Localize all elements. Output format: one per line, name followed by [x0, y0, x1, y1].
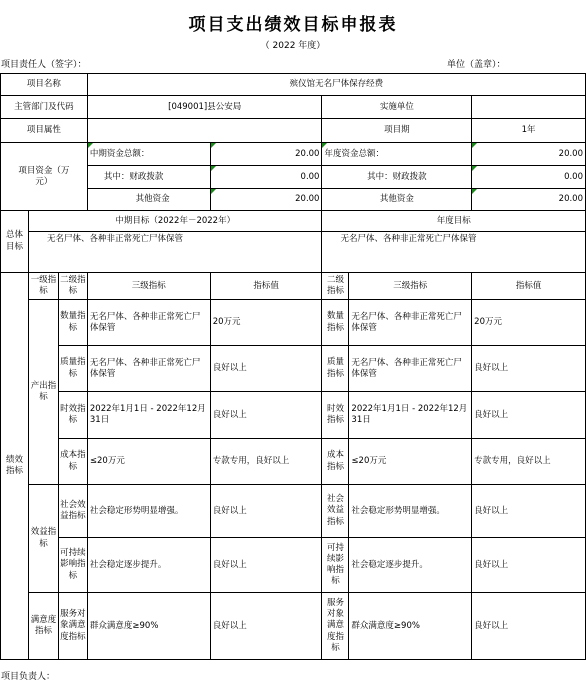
l3-social: 社会稳定形势明显增强。: [87, 485, 210, 538]
year-fin-value: 0.00: [472, 166, 586, 189]
year-goal-header: 年度目标: [322, 211, 586, 232]
l3-cost-year: ≤20万元: [349, 439, 472, 485]
l3-quantity-year: 无名尸体、各种非正常死亡尸体保管: [349, 300, 472, 346]
l3-satisfaction: 群众满意度≥90%: [87, 593, 210, 660]
responsible-label: 项目责任人（签字）：: [1, 60, 87, 70]
value-satisfaction-year: 良好以上: [472, 593, 586, 660]
l3-sustainable: 社会稳定逐步提升。: [87, 538, 210, 593]
mid-other-value: 20.00: [210, 189, 322, 211]
mid-fin-label: 其中：财政拨款: [87, 166, 210, 189]
goals-label: 总体目标: [1, 211, 29, 273]
l2-timeliness-year: 时效指标: [322, 392, 349, 439]
dept-value: [049001]县公安局: [87, 96, 322, 119]
attr-label: 项目属性: [1, 119, 88, 143]
l2-social: 社会效益指标: [58, 485, 87, 538]
value-cost-year: 专款专用，良好以上: [472, 439, 586, 485]
unit-label: 单位（盖章）：: [447, 60, 506, 70]
l3-quantity: 无名尸体、各种非正常死亡尸体保管: [87, 300, 210, 346]
l2-quality-year: 质量指标: [322, 346, 349, 392]
period-label: 项目期: [322, 119, 472, 143]
l3-quality: 无名尸体、各种非正常死亡尸体保管: [87, 346, 210, 392]
header-l1: 一级指标: [28, 273, 58, 300]
period-value: 1年: [472, 119, 586, 143]
value-social-year: 良好以上: [472, 485, 586, 538]
l2-satisfaction-year: 服务对象满意度指标: [322, 593, 349, 660]
mid-total-value: 20.00: [210, 143, 322, 166]
group-benefit: 效益指标: [28, 485, 58, 593]
value-quality-year: 良好以上: [472, 346, 586, 392]
l2-quality: 质量指标: [58, 346, 87, 392]
funds-label: 项目资金（万元）: [1, 143, 88, 211]
project-name-label: 项目名称: [1, 74, 88, 96]
page-title: 项目支出绩效目标申报表: [188, 15, 398, 35]
header-value: 指标值: [210, 273, 322, 300]
l2-satisfaction: 服务对象满意度指标: [58, 593, 87, 660]
l2-sustainable: 可持续影响指标: [58, 538, 87, 593]
mid-other-label: 其他资金: [87, 189, 210, 211]
l3-quality-year: 无名尸体、各种非正常死亡尸体保管: [349, 346, 472, 392]
report-table: [0, 73, 586, 660]
header-l2-year: 二级指标: [322, 273, 349, 300]
value-sustainable: 良好以上: [210, 538, 322, 593]
year-total-label: 年度资金总额：: [322, 143, 472, 166]
attr-value: [87, 119, 322, 143]
project-name-value: 殡仪馆无名尸体保存经费: [87, 74, 585, 96]
value-cost: 专款专用，良好以上: [210, 439, 322, 485]
indicators-label: 绩效指标: [1, 273, 29, 660]
l2-quantity: 数量指标: [58, 300, 87, 346]
l3-satisfaction-year: 群众满意度≥90%: [349, 593, 472, 660]
l2-quantity-year: 数量指标: [322, 300, 349, 346]
l3-sustainable-year: 社会稳定逐步提升。: [349, 538, 472, 593]
mid-fin-value: 0.00: [210, 166, 322, 189]
year-other-value: 20.00: [472, 189, 586, 211]
year-line: （ 2022 年度）: [260, 41, 326, 51]
l3-social-year: 社会稳定形势明显增强。: [349, 485, 472, 538]
header-l3-year: 三级指标: [349, 273, 472, 300]
l2-sustainable-year: 可持续影响指标: [322, 538, 349, 593]
year-fin-label: 其中：财政拨款: [322, 166, 472, 189]
dept-label: 主管部门及代码: [1, 96, 88, 119]
header-value-year: 指标值: [472, 273, 586, 300]
value-sustainable-year: 良好以上: [472, 538, 586, 593]
l2-cost-year: 成本指标: [322, 439, 349, 485]
year-other-label: 其他资金: [322, 189, 472, 211]
value-satisfaction: 良好以上: [210, 593, 322, 660]
l3-timeliness-year: 2022年1月1日 - 2022年12月31日: [349, 392, 472, 439]
header-l2: 二级指标: [58, 273, 87, 300]
l3-timeliness: 2022年1月1日 - 2022年12月31日: [87, 392, 210, 439]
header-l3: 三级指标: [87, 273, 210, 300]
value-timeliness: 良好以上: [210, 392, 322, 439]
value-quantity-year: 20万元: [472, 300, 586, 346]
impl-unit-label: 实施单位: [322, 96, 472, 119]
impl-unit-value: [472, 96, 586, 119]
value-social: 良好以上: [210, 485, 322, 538]
value-quality: 良好以上: [210, 346, 322, 392]
group-satisfaction: 满意度指标: [28, 593, 58, 660]
value-timeliness-year: 良好以上: [472, 392, 586, 439]
year-goal-text: 无名尸体、各种非正常死亡尸体保管: [322, 232, 586, 273]
mid-goal-header: 中期目标（2022年－2022年）: [28, 211, 322, 232]
year-total-value: 20.00: [472, 143, 586, 166]
value-quantity: 20万元: [210, 300, 322, 346]
mid-goal-text: 无名尸体、各种非正常死亡尸体保管: [28, 232, 322, 273]
project-leader-label: 项目负责人：: [1, 672, 56, 682]
mid-total-label: 中期资金总额：: [87, 143, 210, 166]
l3-cost: ≤20万元: [87, 439, 210, 485]
l2-timeliness: 时效指标: [58, 392, 87, 439]
l2-social-year: 社会效益指标: [322, 485, 349, 538]
group-output: 产出指标: [28, 300, 58, 485]
l2-cost: 成本指标: [58, 439, 87, 485]
